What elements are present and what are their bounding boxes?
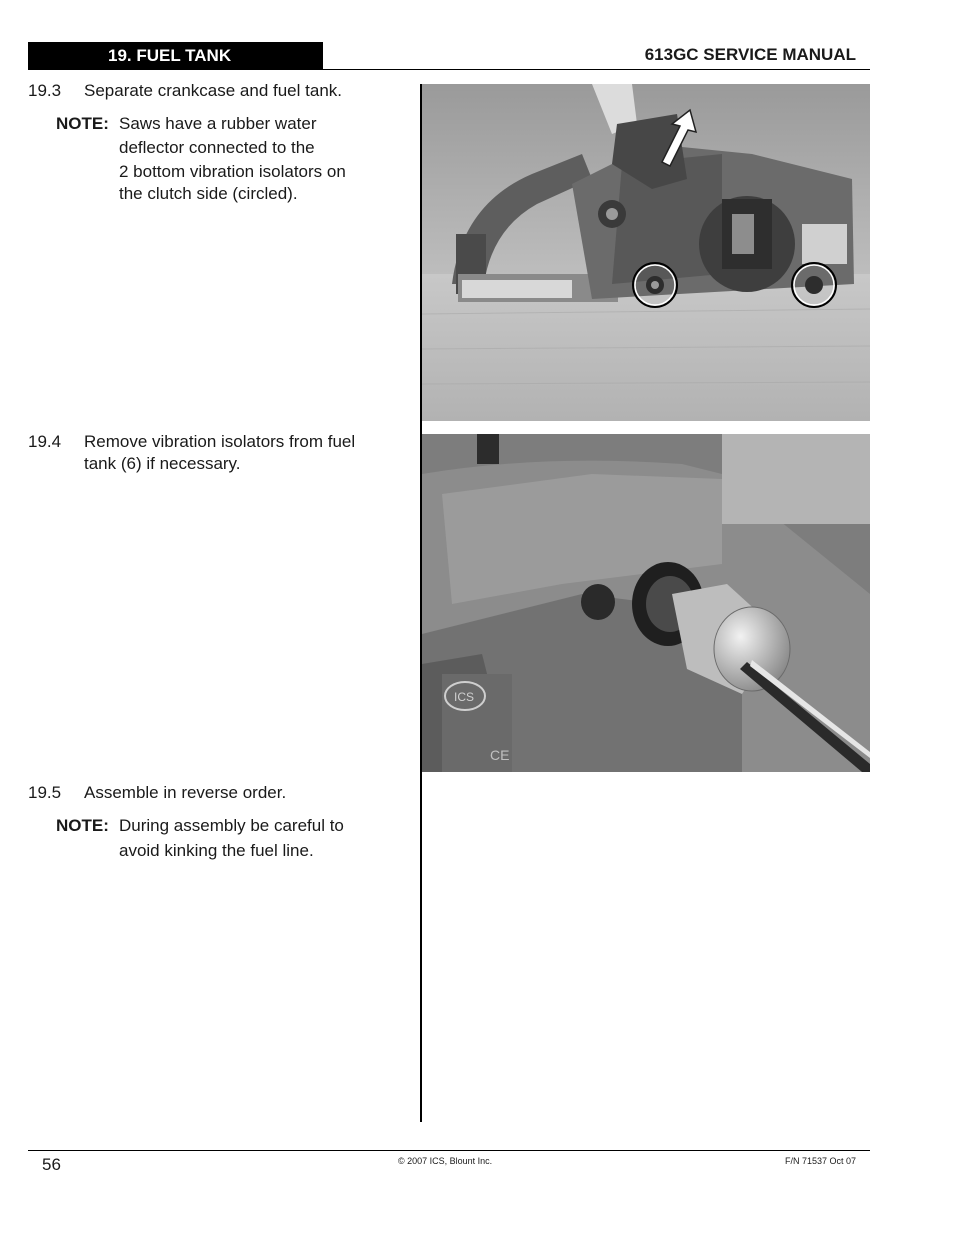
photo-crankcase-separation — [422, 84, 870, 421]
note-line: 2 bottom vibration isolators on — [119, 162, 346, 181]
note-text — [119, 112, 379, 205]
ics-logo-text: ICS — [454, 690, 475, 704]
header-divider — [28, 69, 870, 70]
step-number: 19.3 — [28, 81, 62, 100]
note-text — [119, 814, 379, 862]
copyright-notice: © 2007 ICS, Blount Inc. — [398, 1156, 493, 1166]
note-line: Saws have a rubber water — [119, 114, 317, 133]
photo-isolator-removal — [422, 434, 870, 772]
step-text: Separate crankcase and fuel tank. — [84, 81, 342, 100]
note-line: the clutch side (circled). — [119, 184, 298, 203]
footer-divider — [28, 1150, 870, 1151]
step-number: 19.5 — [28, 783, 62, 802]
manual-title: 613GC SERVICE MANUAL — [644, 45, 856, 64]
note-label: NOTE: — [56, 816, 109, 835]
chainsaw-photo-illustration — [422, 84, 870, 421]
section-title-tab: 19. FUEL TANK — [28, 42, 323, 69]
page-number: 56 — [42, 1155, 61, 1174]
part-number: F/N 71537 Oct 07 — [784, 1156, 856, 1166]
step-line: Remove vibration isolators from fuel — [84, 432, 356, 451]
ce-mark: CE — [490, 747, 510, 763]
step-text: Assemble in reverse order. — [84, 783, 287, 802]
isolator-photo-illustration — [422, 434, 870, 772]
step-text — [84, 431, 404, 475]
note-line: During assembly be careful to — [119, 816, 344, 835]
note-line: avoid kinking the fuel line. — [119, 841, 314, 860]
step-line: tank (6) if necessary. — [84, 454, 241, 473]
step-number: 19.4 — [28, 432, 62, 451]
note-line: deflector connected to the — [119, 138, 315, 157]
note-label: NOTE: — [56, 114, 109, 133]
